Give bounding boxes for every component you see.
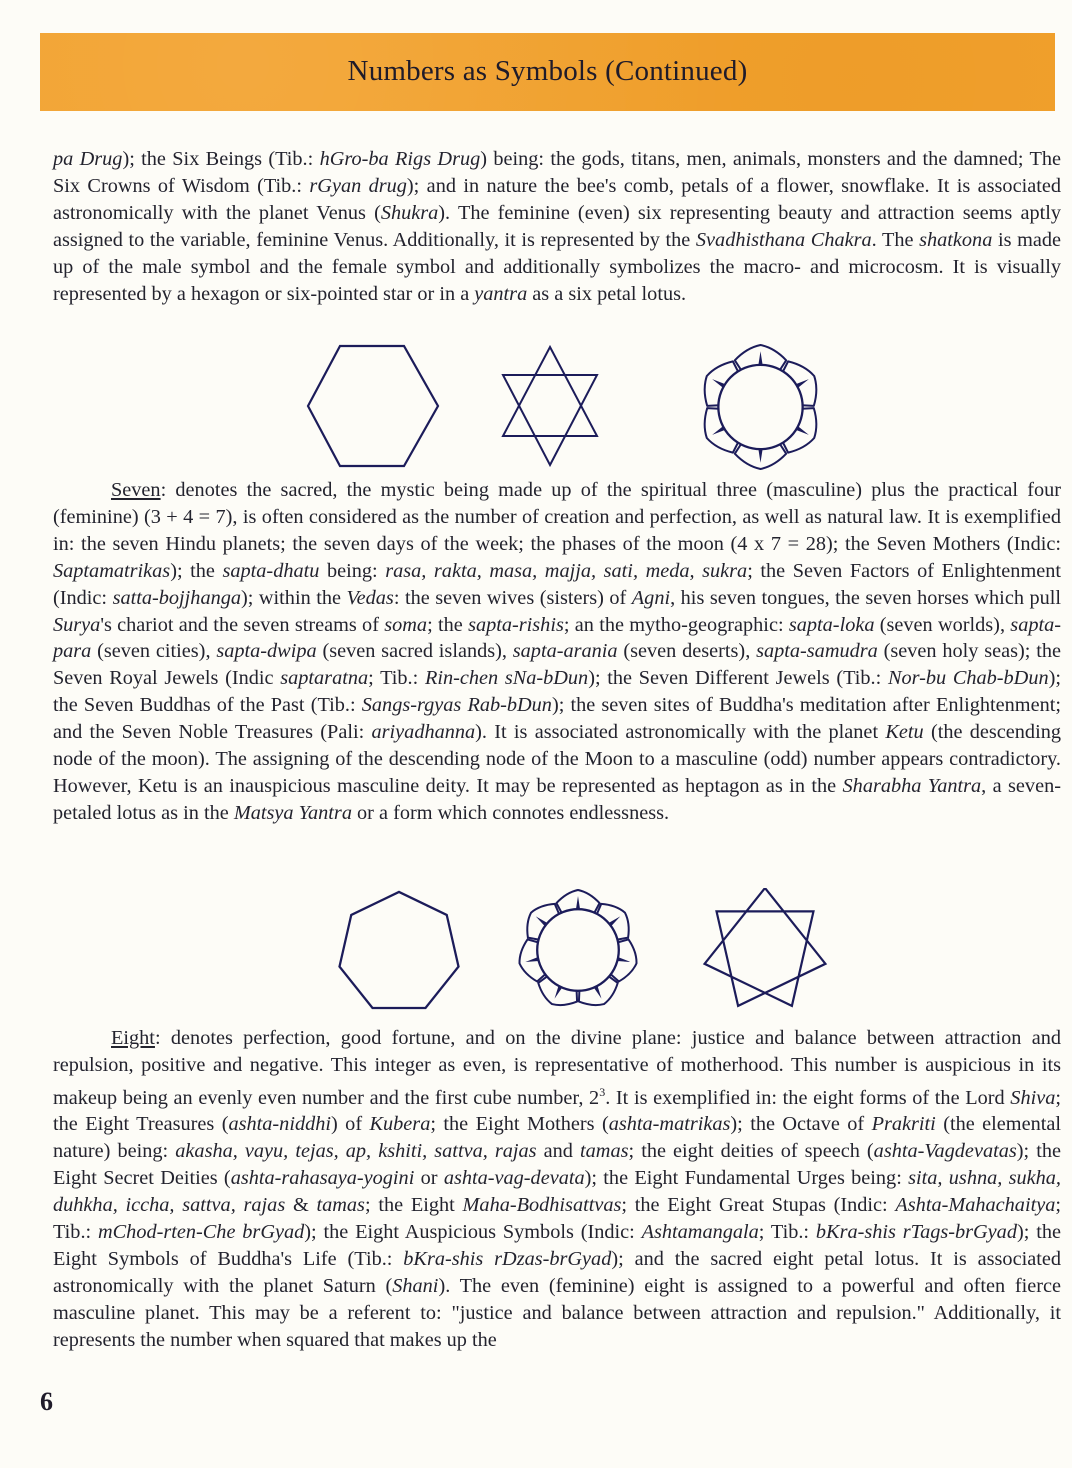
italic-term: shatkona: [919, 228, 993, 251]
petal-vein: [758, 449, 762, 463]
italic-term: Surya: [53, 613, 101, 636]
text-run: . It is exemplified in: the eight forms of the Lord: [605, 1086, 1011, 1109]
italic-term: soma: [384, 613, 428, 636]
italic-term: saptaratna: [280, 667, 369, 690]
text-run: ); the Eight Auspicious Symbols (Indic:: [304, 1221, 642, 1244]
italic-term: sapta-dhatu: [222, 559, 320, 582]
text-run: (the elemental nature) being:: [53, 1113, 1061, 1163]
heptagon-figure: [334, 888, 464, 1016]
italic-term: sapta-para: [53, 613, 1061, 663]
petal-vein: [576, 896, 580, 909]
italic-term: sapta-dwipa: [216, 640, 317, 663]
text-run: ; Tib.:: [368, 667, 425, 690]
six-petal-lotus-icon: [698, 342, 823, 472]
text-run: ); and in nature the bee's comb, petals of a flower, snowflake. It is associated astronomically with the planet Venus (: [53, 174, 1061, 224]
italic-term: Rin-chen sNa-bDun: [424, 667, 589, 690]
paragraph-eight: [53, 1025, 1061, 1354]
italic-term: Ashta-Mahachaitya: [895, 1194, 1056, 1217]
italic-term: Vedas: [346, 586, 394, 609]
italic-term: ashta-niddhi: [228, 1113, 332, 1136]
italic-term: Ashtamangala: [641, 1221, 759, 1244]
italic-term: Shiva: [1010, 1086, 1056, 1109]
italic-term: Agni: [631, 586, 671, 609]
italic-term: Ketu: [885, 721, 924, 744]
text-run: ); and the sacred eight petal lotus. It is associated astronomically with the planet Saturn (: [53, 1248, 1061, 1297]
text-run: ). It is associated astronomically with the planet: [475, 721, 886, 744]
seven-petal-lotus-figure: [516, 888, 640, 1018]
text-run: . The: [871, 228, 920, 251]
seven-pointed-star-figure: [700, 888, 830, 1018]
lotus-center-circle: [537, 909, 619, 991]
hexagon-figure: [306, 342, 446, 470]
italic-term: sapta-loka: [788, 613, 875, 636]
text-run: and: [536, 1140, 581, 1163]
seven-pointed-star-icon: [700, 888, 830, 1018]
text-run: ); the Octave of: [730, 1113, 872, 1136]
italic-term: bKra-shis rTags-brGyad: [815, 1221, 1017, 1244]
italic-term: sapta-arania: [512, 640, 618, 663]
italic-term: Matsya Yantra: [233, 801, 352, 824]
italic-term: ashta-Vagdevatas: [873, 1140, 1017, 1163]
text-run: ; the eight deities of speech (: [628, 1140, 874, 1163]
hexagon-icon: [306, 342, 446, 470]
text-run: ; the Seven Factors of Enlightenment (Indic:: [53, 559, 1061, 609]
text-run: ; the Eight Mothers (: [430, 1113, 609, 1136]
italic-term: sapta-rishis: [468, 613, 564, 636]
text-run: ; the Eight Great Stupas (Indic:: [621, 1194, 896, 1217]
italic-term: ashta-matrikas: [608, 1113, 731, 1136]
text-run: , a seven-petaled lotus as in the: [53, 774, 1061, 824]
italic-term: akasha, vayu, tejas, ap, kshiti, sattva, rajas: [175, 1140, 537, 1163]
header-band: [40, 33, 1055, 111]
page-title: Numbers as Symbols (Continued): [347, 55, 748, 87]
italic-term: Kubera: [369, 1113, 431, 1136]
text-run: ); the Seven Different Jewels (Tib.:: [588, 667, 888, 690]
star-outline: [705, 888, 826, 1006]
text-run: ; Tib.:: [758, 1221, 816, 1244]
text-run: : denotes perfection, good fortune, and on the divine plane: justice and balance between attraction and repulsion, positive and negative. This integer as even, is representative of motherhood. This number is auspicious in its makeup being an evenly even number and the first cube number, 2: [53, 1027, 1061, 1109]
text-run: (seven holy seas); the Seven Royal Jewels (Indic: [53, 640, 1061, 690]
text-run: ; the Eight Treasures (: [53, 1086, 1061, 1136]
text-run: ; the: [427, 613, 469, 636]
text-run: ); the Six Beings (Tib.:: [122, 148, 320, 170]
italic-term: Sharabha Yantra: [842, 774, 982, 797]
italic-term: bKra-shis rDzas-brGyad: [403, 1248, 612, 1271]
text-run: ); the seven sites of Buddha's meditation after Enlightenment; and the Seven Noble Treasures (Pali:: [53, 694, 1061, 744]
italic-term: tamas: [580, 1140, 629, 1163]
heading-seven: Seven: [111, 479, 161, 501]
page-number: 6: [40, 1387, 53, 1416]
text-run: ). The even (feminine) eight is assigned to a powerful and often fierce masculine planet. This may be a referent to: "justice and balance between attraction and repulsion." Additionally, it represents the number when squared that makes up the: [53, 1274, 1061, 1351]
italic-term: Prakriti: [871, 1113, 936, 1136]
petal-vein: [525, 957, 538, 962]
six-pointed-star-figure: [500, 342, 600, 470]
text-run: as a six petal lotus.: [527, 282, 687, 305]
italic-term: ashta-rahasaya-yogini: [230, 1167, 415, 1190]
italic-term: Maha-Bodhisattvas: [462, 1194, 622, 1217]
italic-term: satta-bojjhanga: [112, 586, 242, 609]
petal-vein: [758, 351, 762, 365]
text-run: is made up of the male symbol and the female symbol and additionally symbolizes the macro- and microcosm. It is visually represented by a hexagon or six-pointed star or in a: [53, 228, 1062, 305]
lotus-center-circle: [718, 365, 802, 449]
text-run: ); the Seven Buddhas of the Past (Tib.:: [53, 667, 1061, 717]
text-run: (seven deserts),: [617, 640, 757, 663]
italic-term: sapta-samudra: [756, 640, 878, 663]
text-run: &: [285, 1194, 317, 1217]
text-run: ); the Eight Secret Deities (: [53, 1140, 1061, 1190]
text-run: or a form which connotes endlessness.: [351, 801, 670, 824]
italic-term: pa Drug: [53, 148, 123, 170]
paragraph-seven-body: [53, 479, 1061, 824]
italic-term: ashta-vag-devata: [443, 1167, 585, 1190]
italic-term: Saptamatrikas: [53, 559, 171, 582]
italic-term: sita, ushna, sukha, duhkha, iccha, sattva, rajas: [53, 1167, 1061, 1217]
text-run: (seven worlds),: [874, 613, 1011, 636]
text-run: ); the: [170, 559, 223, 582]
text-run: ); the Eight Symbols of Buddha's Life (Tib.:: [53, 1221, 1061, 1271]
italic-term: yantra: [474, 282, 528, 305]
heptagon-icon: [334, 888, 464, 1016]
six-pointed-star-icon: [500, 342, 600, 470]
seven-petal-lotus-icon: [516, 888, 640, 1018]
superscript: 3: [599, 1084, 606, 1099]
italic-term: Svadhisthana Chakra: [695, 228, 872, 251]
text-run: (seven cities),: [91, 640, 217, 663]
italic-term: Nor-bu Chab-bDun: [887, 667, 1049, 690]
heptagon-outline: [339, 892, 458, 1008]
text-run: , his seven tongues, the seven horses which pull: [670, 586, 1062, 609]
text-run: ); within the: [241, 586, 347, 609]
text-run: being:: [319, 559, 386, 582]
text-run: ). The feminine (even) six representing beauty and attraction seems aptly assigned to the variable, feminine Venus. Additionally, it is represented by the: [53, 201, 1061, 251]
text-run: (the descending node of the moon). The assigning of the descending node of the Moon to a masculine (odd) number appears contradictory. However, Ketu is an inauspicious masculine deity. It may be represented as heptagon as in the: [53, 721, 1061, 797]
text-run: : the seven wives (sisters) of: [393, 586, 632, 609]
text-run: ; the Eight: [364, 1194, 463, 1217]
six-petal-lotus-figure: [698, 342, 823, 472]
paragraph-six-continued: [53, 146, 1061, 307]
text-run: ) being: the gods, titans, men, animals, monsters and the damned; The Six Crowns of Wisdom (Tib.:: [53, 148, 1061, 197]
italic-term: rGyan drug: [309, 174, 407, 197]
italic-term: Shukra: [380, 201, 439, 224]
paragraph-seven: [53, 477, 1061, 827]
italic-term: ariyadhanna: [371, 721, 476, 744]
italic-term: hGro-ba Rigs Drug: [319, 148, 481, 170]
text-run: or: [414, 1167, 444, 1190]
text-run: 's chariot and the seven streams of: [100, 613, 385, 636]
text-run: ; an the mytho-geographic:: [563, 613, 789, 636]
italic-term: mChod-rten-Che brGyad: [98, 1221, 305, 1244]
petal-vein: [617, 957, 630, 962]
paragraph-eight-body: [53, 1027, 1061, 1351]
italic-term: rasa, rakta, masa, majja, sati, meda, sukra: [385, 559, 748, 582]
italic-term: tamas: [316, 1194, 365, 1217]
text-run: : denotes the sacred, the mystic being made up of the spiritual three (masculine) plus the practical four (feminine) (3 + 4 = 7), is often considered as the number of creation and perfection, as well as natural law. It is exemplified in: the seven Hindu planets; the seven days of the week; the phases of the moon (4 x 7 = 28); the Seven Mothers (Indic:: [53, 479, 1061, 555]
text-run: ; Tib.:: [53, 1194, 1061, 1244]
text-run: (seven sacred islands),: [316, 640, 513, 663]
italic-term: Sangs-rgyas Rab-bDun: [361, 694, 552, 717]
text-run: ); the Eight Fundamental Urges being:: [584, 1167, 909, 1190]
italic-term: Shani: [392, 1274, 439, 1297]
text-run: ) of: [331, 1113, 370, 1136]
heading-eight: Eight: [111, 1027, 155, 1049]
